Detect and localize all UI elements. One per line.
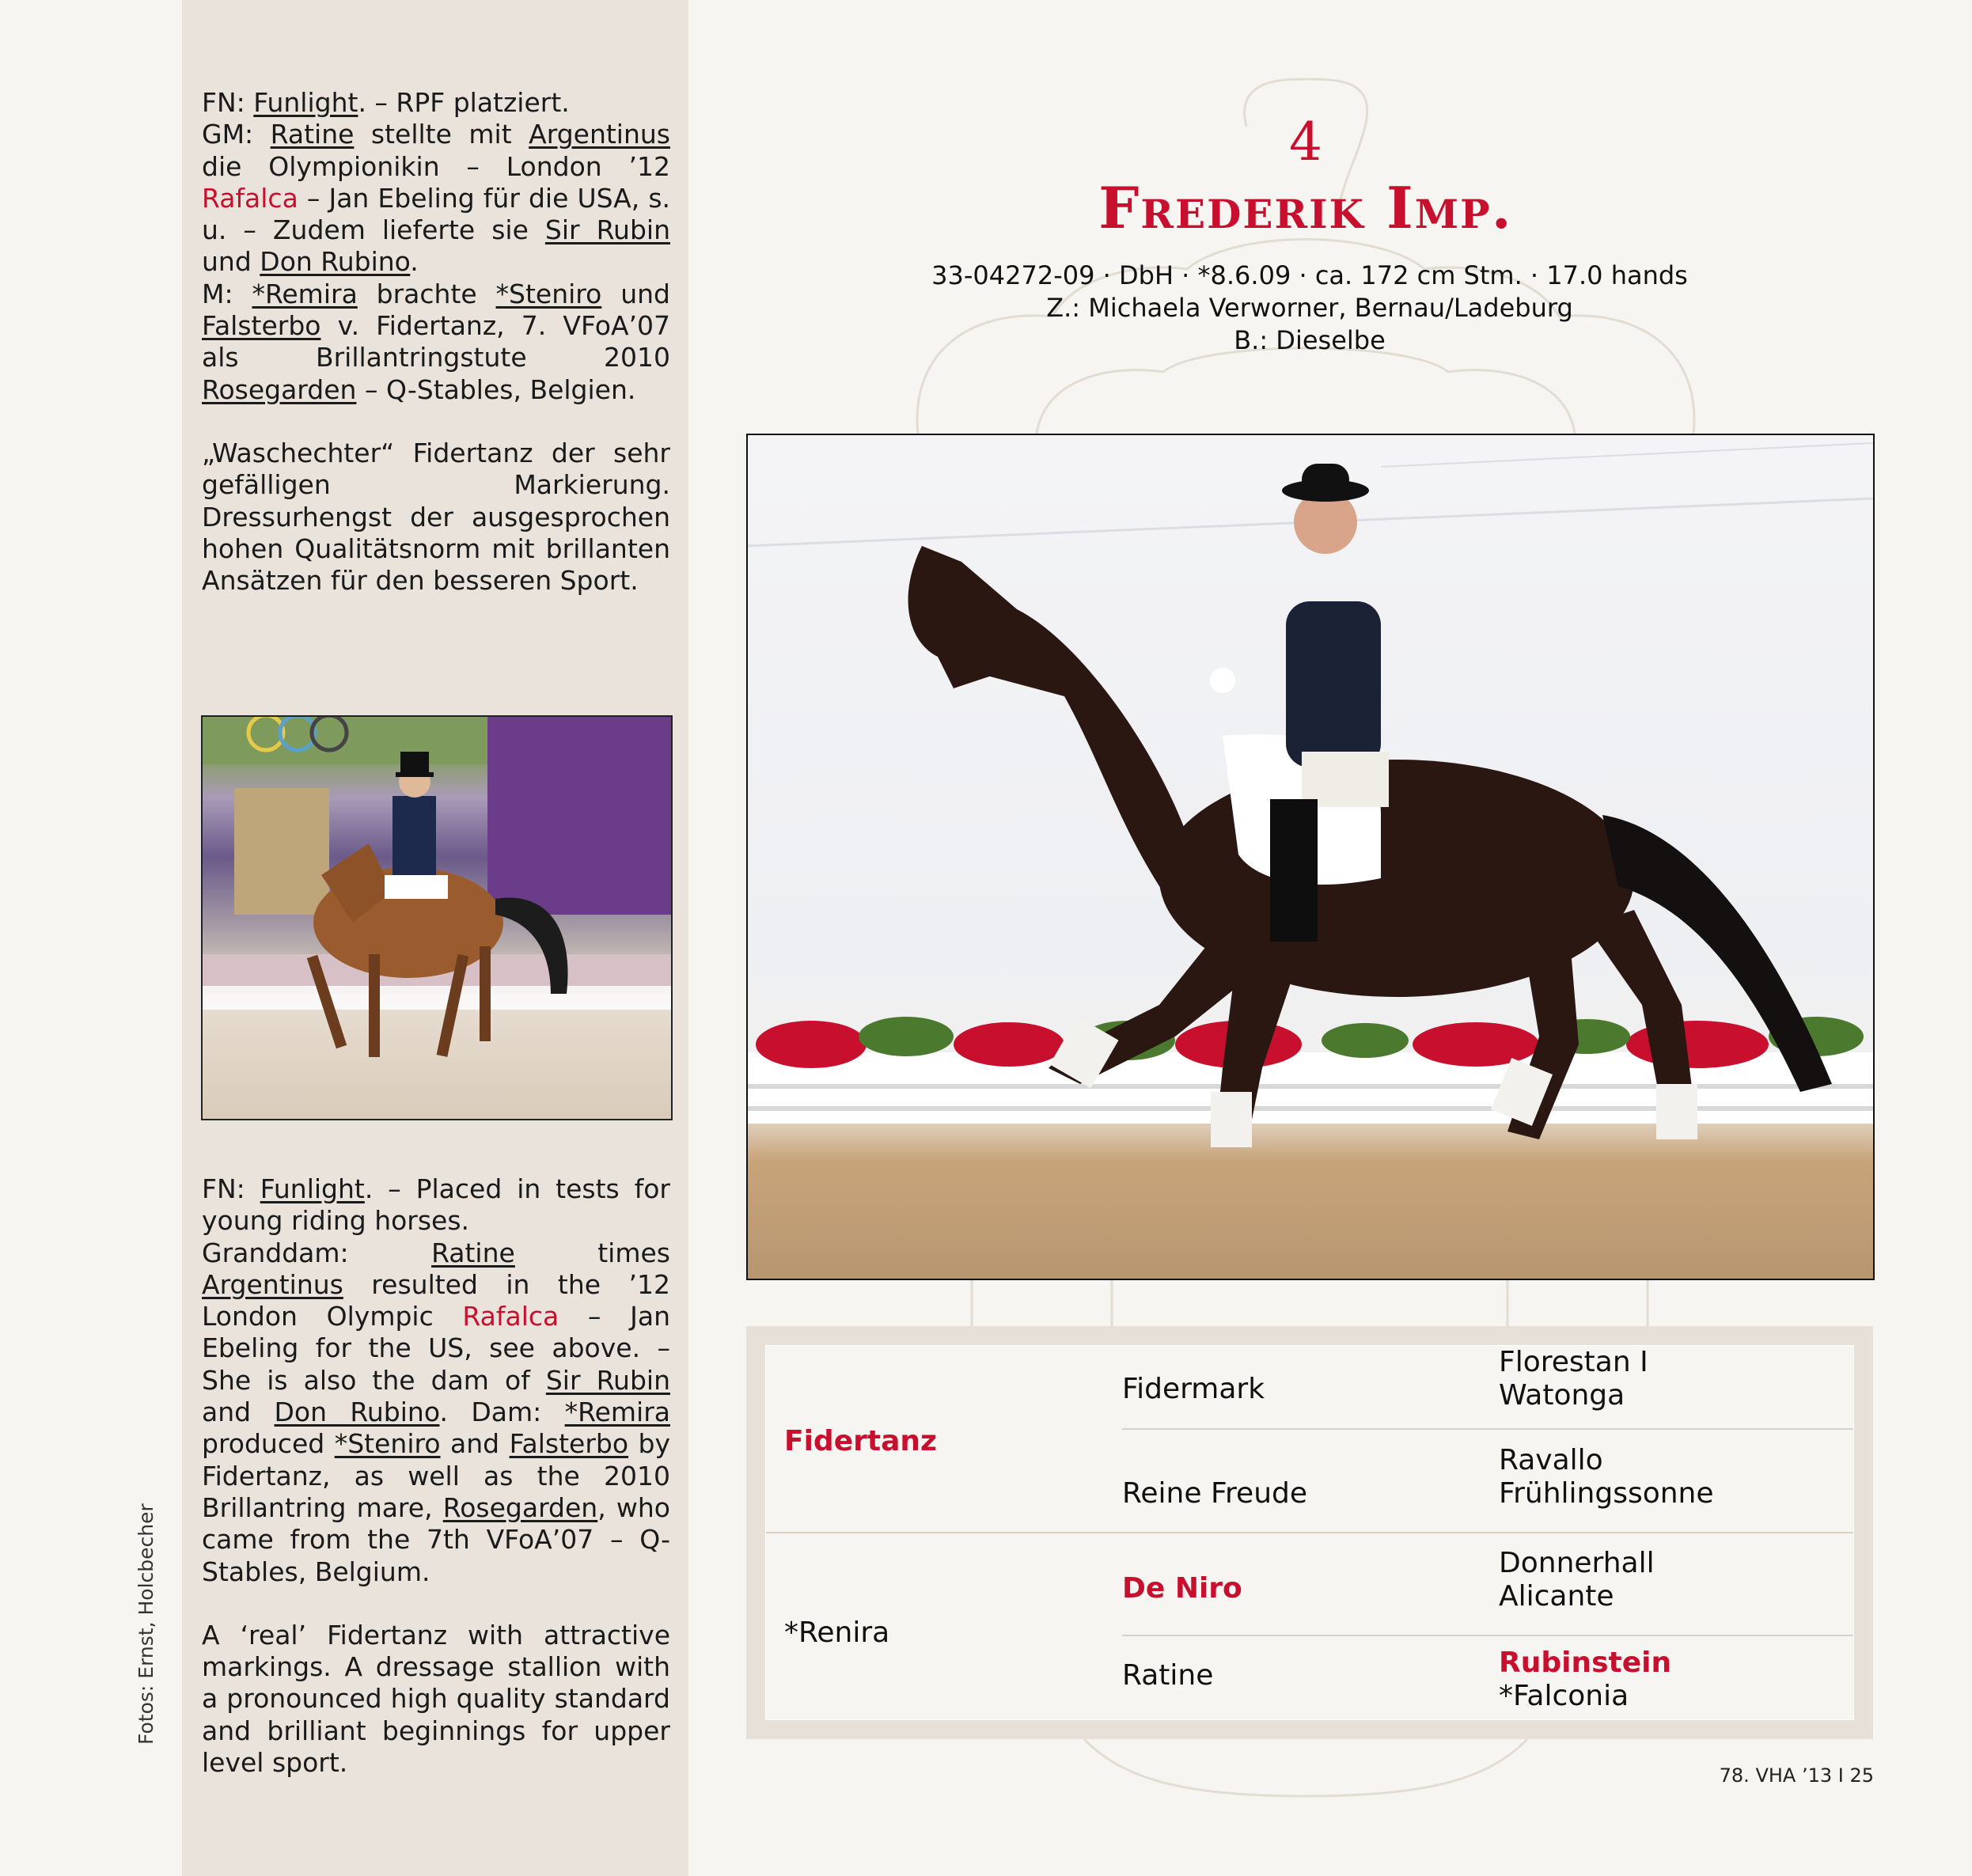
pedigree-dd-dam: *Falconia — [1499, 1680, 1629, 1712]
main-stallion-photo — [746, 434, 1875, 1280]
owner-line: B.: Dieselbe — [1234, 325, 1386, 355]
registration-line: 33-04272-09 · DbH · *8.6.09 · ca. 172 cm Stm. · 17.0 hands — [931, 260, 1688, 290]
lot-number: 4 — [1289, 112, 1322, 172]
pedigree-sire: Fidertanz — [784, 1425, 937, 1457]
pedigree-sd-sire: Ravallo — [1499, 1444, 1603, 1476]
pedigree-divider — [766, 1532, 1853, 1533]
pedigree-dam: *Renira — [784, 1616, 890, 1649]
pedigree-sire-sire: Fidermark — [1122, 1373, 1265, 1405]
pedigree-dd-sire: Rubinstein — [1499, 1647, 1672, 1679]
english-description: A ‘real’ Fidertanz with attractive markings. A dressage stallion with a pronounced high quality standard and brilliant beginnings for upper level sport. — [202, 1619, 670, 1779]
pedigree-dam-sire: De Niro — [1122, 1572, 1242, 1605]
english-granddam-paragraph: Granddam: Ratine times Argentinus resulted in the ’12 London Olympic Rafalca – Jan Ebeling for the US, see above. – She is also the dam of Sir Rubin and Don Rubino. Dam: *Remira produced *Steniro and Falsterbo by Fidertanz, as well as the 2010 Brillantring mare, Rosegarden, who came from the 7th VFoA’07 – Q-Stables, Belgium. — [202, 1237, 671, 1587]
photo-credit: Fotos: Ernst, Holcbecher — [135, 1503, 157, 1745]
horse-name-title: Frederik Imp. — [1098, 174, 1513, 241]
olympic-dressage-photo — [201, 715, 673, 1120]
pedigree-sire-dam: Reine Freude — [1122, 1477, 1308, 1510]
german-fn-paragraph: FN: Funlight. – RPF platziert. — [202, 87, 570, 118]
pedigree-sd-dam: Frühlingssonne — [1499, 1477, 1714, 1510]
pedigree-inner-panel — [765, 1345, 1854, 1720]
german-description: „Waschechter“ Fidertanz der sehr gefälligen Markierung. Dressurhengst der ausgesprochen hohen Qualitätsnorm mit brillanten Ansätzen für den besseren Sport. — [202, 437, 670, 597]
page-folio: 78. VHA ’13 I 25 — [1719, 1764, 1874, 1787]
german-text-block — [202, 87, 670, 597]
pedigree-ds-sire: Donnerhall — [1499, 1547, 1655, 1579]
english-fn-paragraph: FN: Funlight. – Placed in tests for young riding horses. — [202, 1173, 670, 1237]
pedigree-ds-dam: Alicante — [1499, 1580, 1614, 1613]
pedigree-divider — [1122, 1428, 1853, 1430]
pedigree-dam-dam: Ratine — [1122, 1659, 1214, 1692]
pedigree-ss-sire: Florestan I — [1499, 1346, 1648, 1378]
english-text-block — [202, 1173, 670, 1779]
german-gm-paragraph: GM: Ratine stellte mit Argentinus die Olympionikin – London ’12 Rafalca – Jan Ebeling für die USA, s. u. – Zudem lieferte sie Sir Rubin und Don Rubino. — [202, 119, 670, 278]
breeder-line: Z.: Michaela Verworner, Bernau/Ladeburg — [1046, 293, 1573, 323]
pedigree-ss-dam: Watonga — [1499, 1379, 1625, 1412]
pedigree-divider — [1122, 1635, 1853, 1636]
pedigree-table — [746, 1326, 1873, 1739]
german-m-paragraph: M: *Remira brachte *Steniro und Falsterbo v. Fidertanz, 7. VFoA’07 als Brillantringstute 2010 Rosegarden – Q-Stables, Belgien. — [202, 278, 670, 405]
